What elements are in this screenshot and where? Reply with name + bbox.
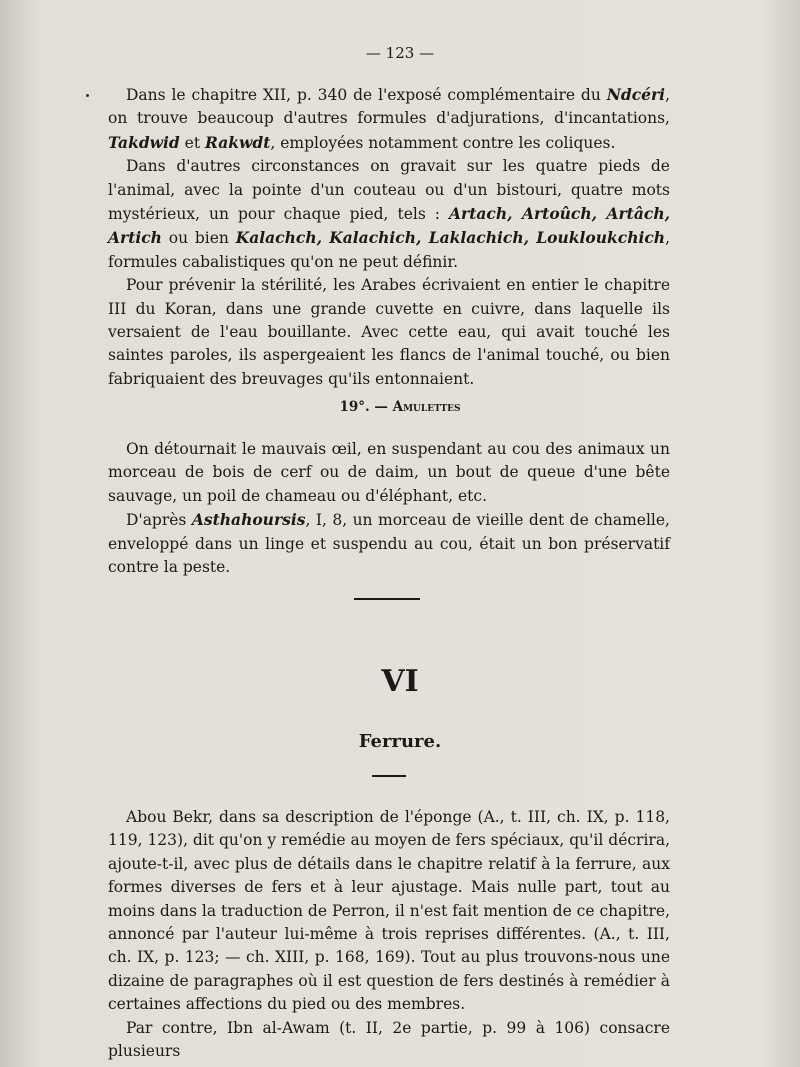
page-number: — 123 — [365, 44, 435, 62]
ink-speck [86, 94, 89, 97]
text-block-amulettes [108, 438, 670, 579]
paragraph-sterility: Pour prévenir la stérilité, les Arabes écrivaient en entier le chapitre III du Koran, dans une grande cuvette en cuivre, dans laquelle ils versaient de l'eau bouillante. Avec cette eau, qui avait touché les saintes paroles, ils aspergeaient les flancs de l'animal touché, ou bien fabriquaient des breuvages qu'ils entonnaient. [108, 276, 670, 388]
text-block-upper [108, 83, 670, 391]
section-heading: 19°. — Amulettes [339, 399, 461, 415]
section-divider [354, 598, 420, 600]
paragraph-abou-bekr: Abou Bekr, dans sa description de l'éponge (A., t. III, ch. IX, p. 118, 119, 123), dit qu'on y remédie au moyen de fers spéciaux, qu'il décrira, ajoute-t-il, avec plus de détails dans le chapitre relatif à la ferrure, aux formes diverses de fers et à leur ajustage. Mais nulle part, tout au moins dans la traduction de Perron, il n'est fait mention de ce chapitre, annoncé par l'auteur lui-même à trois reprises différentes. (A., t. III, ch. IX, p. 123; — ch. XIII, p. 168, 169). Tout au plus trouvons-nous une dizaine de paragraphes où il est question de fers destinés à remédier à certaines affections du pied ou des membres. [108, 808, 670, 1014]
paragraph-incantations: Dans le chapitre XII, p. 340 de l'exposé complémentaire du Ndcéri, on trouve beaucoup d'autres formules d'adjurations, d'incantations, Takdwid et Rakwdt, employées notamment contre les coliques. [108, 85, 670, 152]
chapter-number: VI [381, 664, 419, 699]
chapter-title: Ferrure. [358, 731, 442, 752]
paragraph-evil-eye: On détournait le mauvais œil, en suspendant au cou des animaux un morceau de bois de cerf ou de daim, un bout de queue d'une bête sauvage, un poil de chameau ou d'éléphant, etc. [108, 440, 670, 505]
paragraph-ibn-al-awam: Par contre, Ibn al-Awam (t. II, 2e partie, p. 99 à 106) consacre plusieurs [108, 1018, 670, 1061]
paragraph-asthahoursis: D'après Asthahoursis, I, 8, un morceau de vieille dent de chamelle, enveloppé dans un linge et suspendu au cou, était un bon préservatif contre la peste. [108, 510, 670, 577]
paragraph-mysterious-words: Dans d'autres circonstances on gravait sur les quatre pieds de l'animal, avec la pointe d'un couteau ou d'un bistouri, quatre mots mystérieux, un pour chaque pied, tels : Artach, Artoûch, Artâch, Artich ou bien Kalachch, Kalachich, Laklachich, Loukloukchich, formules cabalistiques qu'on ne peut définir. [108, 157, 670, 271]
title-underline [372, 775, 406, 777]
text-block-ferrure [108, 806, 670, 1063]
